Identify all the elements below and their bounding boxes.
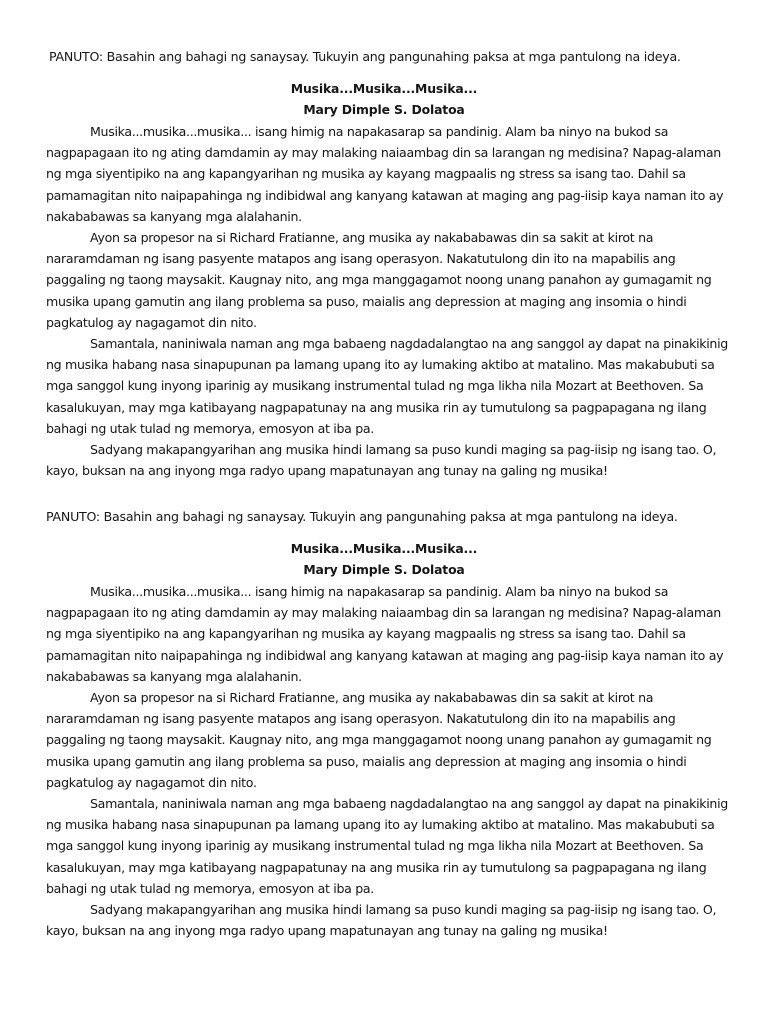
essay-author: Mary Dimple S. Dolatoa [303, 102, 465, 117]
essay-title: Musika...Musika...Musika... [290, 81, 478, 96]
essay-paragraph: Ayon sa propesor na si Richard Fratianne, ang musika ay nakababawas din sa sakit at kirot na nararamdaman ng isang pasyente matapos ang isang operasyon. Nakatutulong din ito na mapabilis ang paggaling ng taong maysakit. Kaugnay nito, ang mga manggagamot noong unang panahon ay gumagamit ng musika upang gamutin ang ilang problema sa puso, maialis ang depression at maging ang insomia o hindi pagkatulog ay nagagamot din nito. [46, 230, 712, 330]
essay-paragraph: Musika...musika...musika... isang himig na napakasarap sa pandinig. Alam ba ninyo na bukod sa nagpapagaan ito ng ating damdamin ay may malaking naiaambag din sa larangan ng medisina? Napag-alaman ng mga siyentipiko na ang kapangyarihan ng musika ay kayang magpaalis ng stress sa isang tao. Dahil sa pamamagitan nito naipapahinga ng indibidwal ang kanyang katawan at maging ang pag-iisip kaya naman ito ay nakababawas sa kanyang mga alalahanin. [46, 584, 724, 684]
essay-paragraph: Musika...musika...musika... isang himig na napakasarap sa pandinig. Alam ba ninyo na bukod sa nagpapagaan ito ng ating damdamin ay may malaking naiaambag din sa larangan ng medisina? Napag-alaman ng mga siyentipiko na ang kapangyarihan ng musika ay kayang magpaalis ng stress sa isang tao. Dahil sa pamamagitan nito naipapahinga ng indibidwal ang kanyang katawan at maging ang pag-iisip kaya naman ito ay nakababawas sa kanyang mga alalahanin. [46, 124, 724, 224]
essay-paragraph: Sadyang makapangyarihan ang musika hindi lamang sa puso kundi maging sa pag-iisip ng isang tao. O, kayo, buksan na ang inyong mga radyo upang mapatunayan ang tunay na galing ng musika! [46, 902, 717, 939]
essay-paragraph: Samantala, naniniwala naman ang mga babaeng nagdadalangtao na ang sanggol ay dapat na pinakikinig ng musika habang nasa sinapupunan pa lamang upang ito ay lumaking aktibo at matalino. Mas makabubuti sa mga sanggol kung inyong iparinig ay musikang instrumental tulad ng mga likha nila Mozart at Beethoven. Sa kasalukuyan, may mga katibayang nagpapatunay na ang musika rin ay tumutulong sa pagpapagana ng ilang bahagi ng utak tulad ng memorya, emosyon at iba pa. [46, 336, 728, 436]
essay-body [46, 121, 728, 481]
essay-author: Mary Dimple S. Dolatoa [303, 562, 465, 577]
essay-paragraph: Ayon sa propesor na si Richard Fratianne, ang musika ay nakababawas din sa sakit at kirot na nararamdaman ng isang pasyente matapos ang isang operasyon. Nakatutulong din ito na mapabilis ang paggaling ng taong maysakit. Kaugnay nito, ang mga manggagamot noong unang panahon ay gumagamit ng musika upang gamutin ang ilang problema sa puso, maialis ang depression at maging ang insomia o hindi pagkatulog ay nagagamot din nito. [46, 690, 712, 790]
essay-paragraph: Sadyang makapangyarihan ang musika hindi lamang sa puso kundi maging sa pag-iisip ng isang tao. O, kayo, buksan na ang inyong mga radyo upang mapatunayan ang tunay na galing ng musika! [46, 442, 717, 479]
essay-paragraph: Samantala, naniniwala naman ang mga babaeng nagdadalangtao na ang sanggol ay dapat na pinakikinig ng musika habang nasa sinapupunan pa lamang upang ito ay lumaking aktibo at matalino. Mas makabubuti sa mga sanggol kung inyong iparinig ay musikang instrumental tulad ng mga likha nila Mozart at Beethoven. Sa kasalukuyan, may mga katibayang nagpapatunay na ang musika rin ay tumutulong sa pagpapagana ng ilang bahagi ng utak tulad ng memorya, emosyon at iba pa. [46, 796, 728, 896]
instruction-text: PANUTO: Basahin ang bahagi ng sanaysay. Tukuyin ang pangunahing paksa at mga pantulong na ideya. [46, 509, 678, 524]
essay-body [46, 581, 728, 941]
essay-title: Musika...Musika...Musika... [290, 541, 478, 556]
instruction-text: PANUTO: Basahin ang bahagi ng sanaysay. Tukuyin ang pangunahing paksa at mga pantulong na ideya. [49, 49, 681, 64]
